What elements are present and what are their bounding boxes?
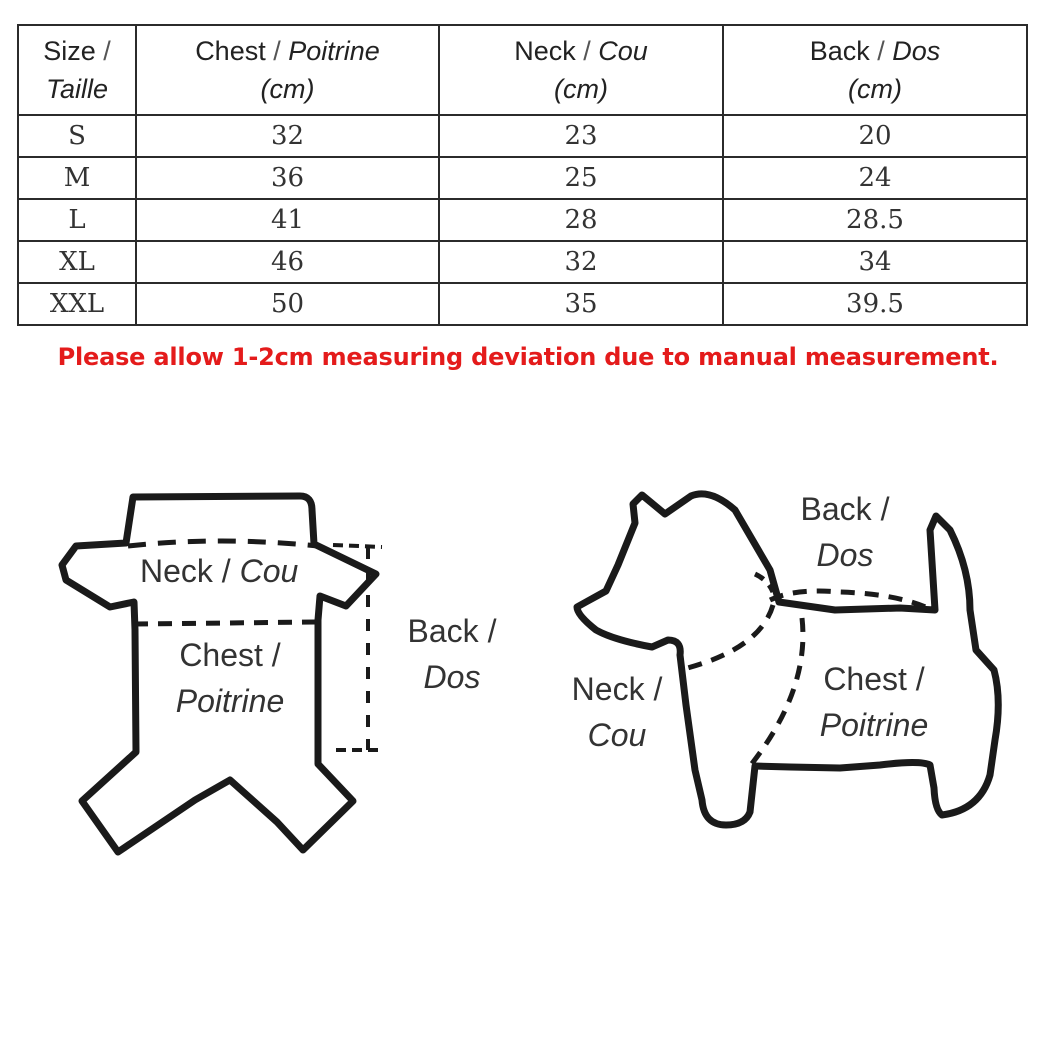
cell-neck: 25 — [439, 157, 723, 199]
cell-chest: 50 — [136, 283, 439, 325]
cell-back: 39.5 — [723, 283, 1027, 325]
dog-back-primary: Back — [800, 491, 872, 527]
header-back-unit: (cm) — [848, 74, 902, 104]
garment-back-primary: Back — [407, 613, 479, 649]
dog-chest-secondary: Poitrine — [819, 707, 929, 743]
size-table — [17, 24, 1028, 326]
dog-diagram — [540, 470, 1056, 890]
header-size-secondary: Taille — [45, 74, 109, 104]
dog-chest-primary: Chest — [823, 661, 907, 697]
measurement-disclaimer: Please allow 1-2cm measuring deviation due to manual measurement. — [57, 343, 999, 371]
garment-label-chest: Chest / Poitrine — [175, 637, 285, 719]
table-header-row — [18, 25, 1027, 115]
cell-back: 24 — [723, 157, 1027, 199]
header-size-primary: Size — [43, 36, 96, 66]
cell-chest: 46 — [136, 241, 439, 283]
table-row-m — [18, 157, 1027, 199]
cell-size: M — [18, 157, 136, 199]
dog-label-chest: Chest / Poitrine — [819, 661, 929, 743]
table-row-xl — [18, 241, 1027, 283]
cell-back: 34 — [723, 241, 1027, 283]
cell-chest: 36 — [136, 157, 439, 199]
dog-label-back: Back / Dos — [800, 491, 890, 573]
cell-chest: 32 — [136, 115, 439, 157]
table-row-l — [18, 199, 1027, 241]
cell-back: 20 — [723, 115, 1027, 157]
cell-neck: 23 — [439, 115, 723, 157]
header-neck: Neck / Cou (cm) — [439, 25, 723, 115]
dog-label-neck: Neck / Cou — [571, 671, 663, 753]
garment-diagram — [0, 470, 540, 890]
cell-size: XL — [18, 241, 136, 283]
cell-size: L — [18, 199, 136, 241]
cell-size: XXL — [18, 283, 136, 325]
header-size: Size / Taille — [18, 25, 136, 115]
garment-neck-primary: Neck — [140, 553, 213, 589]
garment-chest-primary: Chest — [179, 637, 263, 673]
cell-back: 28.5 — [723, 199, 1027, 241]
garment-back-secondary: Dos — [423, 659, 481, 695]
header-back-secondary: Dos — [892, 36, 941, 66]
garment-label-back: Back / Dos — [407, 613, 497, 695]
header-neck-primary: Neck — [514, 36, 576, 66]
header-neck-unit: (cm) — [554, 74, 608, 104]
garment-neck-secondary: Cou — [239, 553, 299, 589]
table-row-xxl — [18, 283, 1027, 325]
header-back-primary: Back — [809, 36, 870, 66]
cell-neck: 28 — [439, 199, 723, 241]
header-chest-secondary: Poitrine — [288, 36, 380, 66]
table-row-s — [18, 115, 1027, 157]
dog-neck-primary: Neck — [571, 671, 645, 707]
header-back: Back / Dos (cm) — [723, 25, 1027, 115]
cell-chest: 41 — [136, 199, 439, 241]
dog-neck-secondary: Cou — [587, 717, 647, 753]
cell-neck: 32 — [439, 241, 723, 283]
header-chest-unit: (cm) — [260, 74, 315, 104]
header-neck-secondary: Cou — [598, 36, 648, 66]
header-chest: Chest / Poitrine (cm) — [136, 25, 439, 115]
cell-neck: 35 — [439, 283, 723, 325]
header-chest-primary: Chest — [195, 36, 266, 66]
cell-size: S — [18, 115, 136, 157]
dog-back-secondary: Dos — [816, 537, 874, 573]
garment-chest-secondary: Poitrine — [175, 683, 285, 719]
garment-label-neck: Neck / Cou — [140, 553, 299, 589]
